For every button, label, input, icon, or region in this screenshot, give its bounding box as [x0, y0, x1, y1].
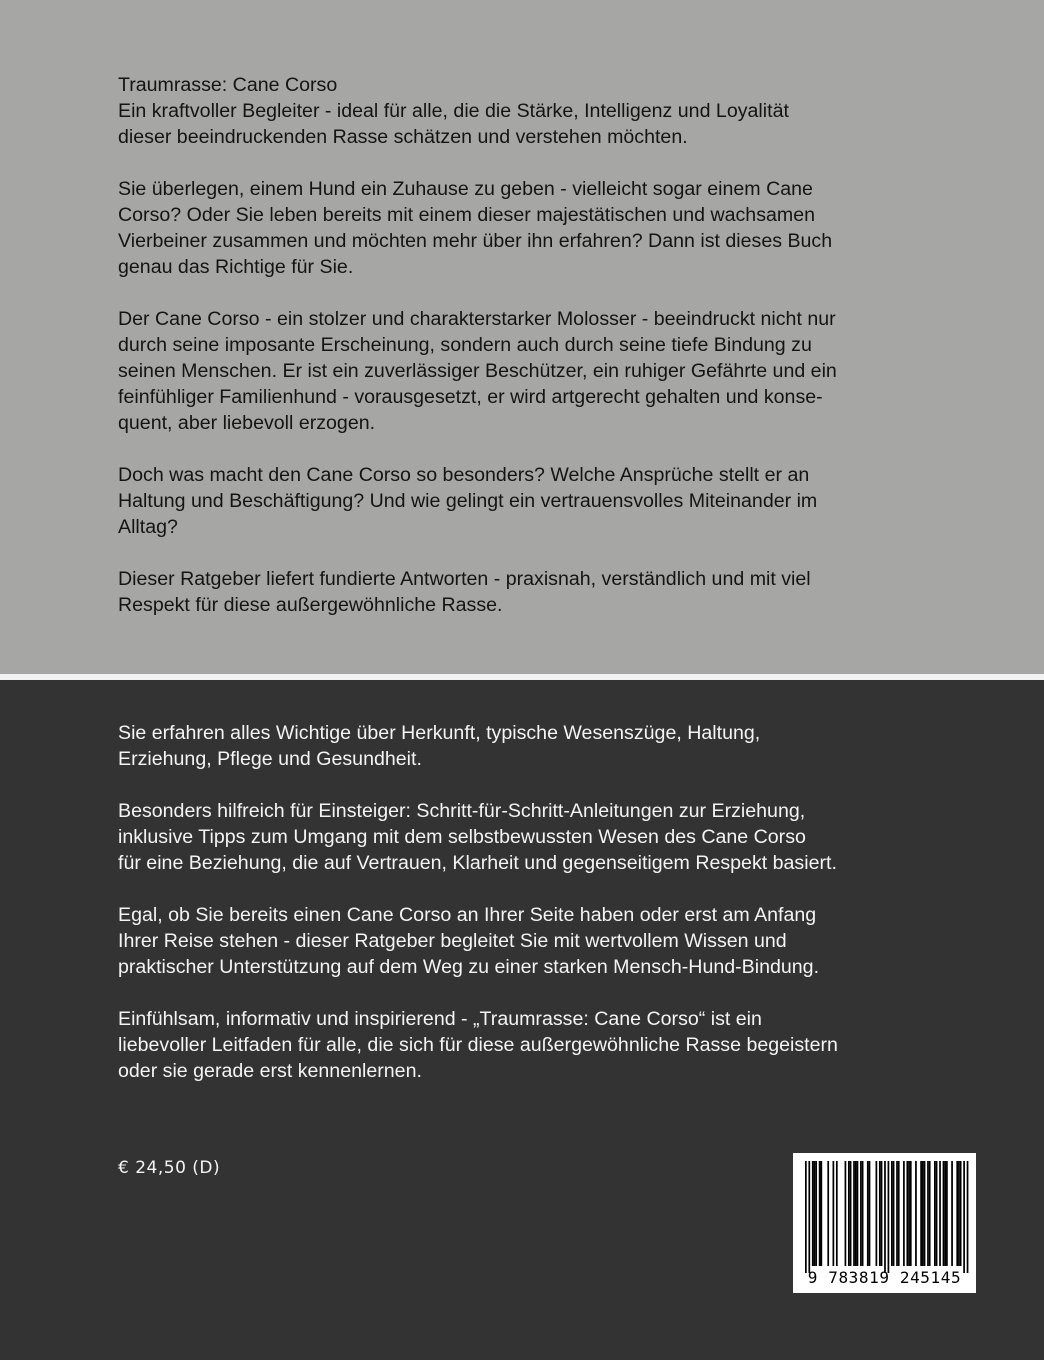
- upper-text-line: Alltag?: [118, 516, 178, 538]
- barcode-bar: [943, 1161, 945, 1266]
- barcode-bar: [963, 1161, 965, 1273]
- barcode-bar: [853, 1161, 855, 1266]
- upper-paragraph: [118, 306, 918, 436]
- barcode-bar: [924, 1161, 926, 1266]
- barcode-bar: [884, 1161, 886, 1273]
- barcode-bar: [812, 1161, 814, 1266]
- barcode-bar: [967, 1161, 969, 1273]
- barcode-bar: [936, 1161, 938, 1266]
- lower-text-block: [118, 720, 918, 1084]
- barcode-bar: [805, 1161, 807, 1273]
- upper-text-line: Doch was macht den Cane Corso so besonders? Welche Ansprüche stellt er an: [118, 464, 810, 486]
- barcode-bar: [862, 1161, 864, 1266]
- barcode-bar: [888, 1161, 890, 1273]
- upper-section: [0, 0, 1044, 674]
- upper-title-paragraph: [118, 72, 918, 150]
- lower-text-line: Einfühlsam, informativ und inspirierend - „Traumrasse: Cane Corso“ ist ein: [118, 1008, 762, 1030]
- barcode-bar: [848, 1161, 850, 1266]
- barcode-bar: [906, 1161, 908, 1266]
- lower-paragraph: [118, 902, 918, 980]
- upper-text-line: Dieser Ratgeber liefert fundierte Antworten - praxisnah, verständlich und mit viel: [118, 568, 811, 590]
- barcode-bar: [808, 1161, 810, 1273]
- barcode-bar: [855, 1161, 857, 1266]
- barcode-bar: [927, 1161, 929, 1266]
- barcode-bar: [820, 1161, 822, 1266]
- upper-text-line: genau das Richtige für Sie.: [118, 256, 354, 278]
- barcode-bar: [908, 1161, 910, 1266]
- lower-text-line: Egal, ob Sie bereits einen Cane Corso an Ihrer Seite haben oder erst am Anfang: [118, 904, 817, 926]
- lower-paragraph: [118, 798, 918, 876]
- lower-text-line: Besonders hilfreich für Einsteiger: Schritt-für-Schritt-Anleitungen zur Erziehung,: [118, 800, 806, 822]
- barcode-bar: [929, 1161, 931, 1266]
- barcode-bar: [934, 1161, 936, 1266]
- upper-text-line: Vierbeiner zusammen und möchten mehr über ihn erfahren? Dann ist dieses Buch: [118, 230, 833, 252]
- upper-text-line: Der Cane Corso - ein stolzer und charakterstarker Molosser - beeindruckt nicht nur: [118, 308, 836, 330]
- barcode-bar: [903, 1161, 905, 1266]
- barcode-bar: [896, 1161, 898, 1266]
- barcode-bar: [939, 1161, 941, 1266]
- barcode-bar: [946, 1161, 948, 1266]
- lower-text-line: für eine Beziehung, die auf Vertrauen, Klarheit und gegenseitigem Respekt basiert.: [118, 852, 837, 874]
- upper-text-line: dieser beeindruckenden Rasse schätzen und verstehen möchten.: [118, 126, 688, 148]
- barcode-bar: [920, 1161, 922, 1266]
- isbn-number: 9 783819 245145: [807, 1268, 962, 1287]
- barcode-bar: [845, 1161, 847, 1266]
- barcode-bar: [915, 1161, 917, 1266]
- barcode-bar: [876, 1161, 878, 1266]
- isbn-barcode: [793, 1153, 976, 1293]
- barcode-bar: [850, 1161, 852, 1266]
- barcode-bar: [815, 1161, 817, 1266]
- upper-paragraph: [118, 462, 918, 540]
- upper-text-line: durch seine imposante Erscheinung, sondern auch durch seine tiefe Bindung zu: [118, 334, 812, 356]
- barcode-bar: [898, 1161, 900, 1266]
- barcode-bar: [881, 1161, 883, 1266]
- upper-paragraph: [118, 566, 918, 618]
- upper-paragraph: [118, 176, 918, 280]
- lower-text-line: oder sie gerade erst kennenlernen.: [118, 1060, 422, 1082]
- lower-text-line: Ihrer Reise stehen - dieser Ratgeber begleitet Sie mit wertvollem Wissen und: [118, 930, 787, 952]
- upper-text-line: Ein kraftvoller Begleiter - ideal für alle, die die Stärke, Intelligenz und Loyalität: [118, 100, 789, 122]
- lower-text-line: liebevoller Leitfaden für alle, die sich für diese außergewöhnliche Rasse begeistern: [118, 1034, 838, 1056]
- barcode-bar: [819, 1161, 821, 1266]
- barcode-bar: [879, 1161, 881, 1266]
- barcode-bar: [857, 1161, 859, 1266]
- barcode-bar: [944, 1161, 946, 1266]
- upper-text-line: Sie überlegen, einem Hund ein Zuhause zu geben - vielleicht sogar einem Cane: [118, 178, 813, 200]
- barcode-bar: [836, 1161, 838, 1266]
- lower-text-line: inklusive Tipps zum Umgang mit dem selbstbewussten Wesen des Cane Corso: [118, 826, 806, 848]
- upper-text-block: [118, 72, 918, 618]
- barcode-bar: [922, 1161, 924, 1266]
- barcode-bar: [958, 1161, 960, 1266]
- barcode-bar: [891, 1161, 893, 1266]
- barcode-bar: [893, 1161, 895, 1266]
- lower-text-line: Erziehung, Pflege und Gesundheit.: [118, 748, 422, 770]
- price-label: € 24,50 (D): [118, 1158, 221, 1178]
- barcode-bar: [833, 1161, 835, 1266]
- barcode-bar: [951, 1161, 953, 1266]
- upper-text-line: feinfühliger Familienhund - vorausgesetzt, er wird artgerecht gehalten und konse-: [118, 386, 823, 408]
- upper-text-line: Respekt für diese außergewöhnliche Rasse.: [118, 594, 503, 616]
- upper-text-line: seinen Menschen. Er ist ein zuverlässiger Beschützer, ein ruhiger Gefährte und ein: [118, 360, 837, 382]
- lower-paragraph: [118, 720, 918, 772]
- barcode-bar: [960, 1161, 962, 1266]
- barcode-bar: [827, 1161, 829, 1266]
- lower-paragraph: [118, 1006, 918, 1084]
- lower-text-line: praktischer Unterstützung auf dem Weg zu einer starken Mensch-Hund-Bindung.: [118, 956, 820, 978]
- upper-text-line: Corso? Oder Sie leben bereits mit einem dieser majestätischen und wachsamen: [118, 204, 816, 226]
- lower-text-line: Sie erfahren alles Wichtige über Herkunft, typische Wesenszüge, Haltung,: [118, 722, 761, 744]
- barcode-bar: [867, 1161, 869, 1266]
- upper-text-line: quent, aber liebevoll erzogen.: [118, 412, 376, 434]
- barcode-bar: [860, 1161, 862, 1266]
- barcode-bar: [814, 1161, 816, 1266]
- barcode-bar: [869, 1161, 871, 1266]
- barcode-bar: [956, 1161, 958, 1266]
- book-title: Traumrasse: Cane Corso: [118, 74, 338, 96]
- barcode-bar: [910, 1161, 912, 1266]
- upper-text-line: Haltung und Beschäftigung? Und wie gelingt ein vertrauensvolles Miteinander im: [118, 490, 818, 512]
